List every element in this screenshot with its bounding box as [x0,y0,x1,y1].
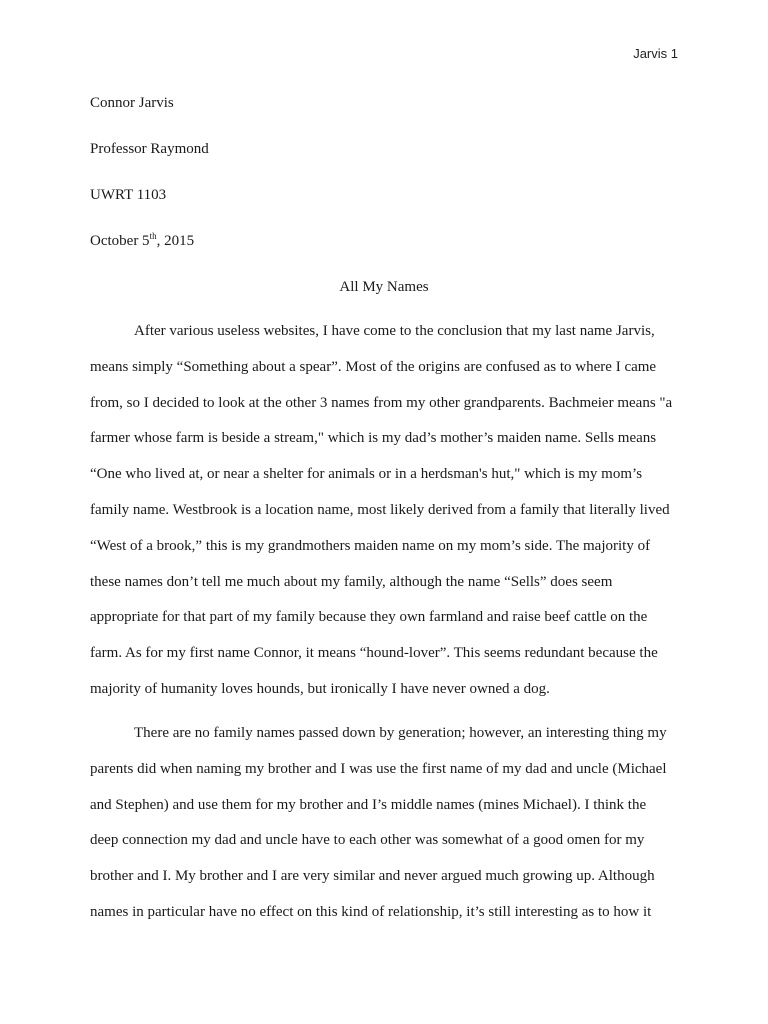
paragraph-line: means simply “Something about a spear”. Most of the origins are confused as to where I came [90,358,657,375]
paragraph-line: names in particular have no effect on this kind of relationship, it’s still interesting as to how it [90,903,652,920]
paragraph-line: majority of humanity loves hounds, but ironically I have never owned a dog. [90,680,550,697]
paragraph-line: farmer whose farm is beside a stream," which is my dad’s mother’s maiden name. Sells means [90,430,657,447]
paragraph-line: brother and I. My brother and I are very similar and never argued much growing up. Although [90,868,655,885]
paragraph-line: deep connection my dad and uncle have to each other was somewhat of a good omen for my [90,832,645,849]
date-superscript: th [149,231,157,241]
paragraph-line: and Stephen) and use them for my brother and I’s middle names (mines Michael). I think the [90,796,647,813]
paragraph-line: parents did when naming my brother and I was use the first name of my dad and uncle (Michael [90,760,667,777]
course-code: UWRT 1103 [90,187,167,203]
date-line [90,231,194,251]
paragraph-line: There are no family names passed down by generation; however, an interesting thing my [134,725,667,741]
paragraph-line: “One who lived at, or near a shelter for animals or in a herdsman's hut," which is my mom’s [90,466,643,483]
date-prefix: October 5 [90,233,150,249]
paragraph-line: family name. Westbrook is a location name, most likely derived from a family that literally lived [90,501,670,518]
paragraph-line: “West of a brook,” this is my grandmothers maiden name on my mom’s side. The majority of [90,537,651,554]
paragraph-2 [90,716,678,931]
running-head: Jarvis 1 [633,46,678,61]
author-name: Connor Jarvis [90,95,174,111]
professor-name: Professor Raymond [90,141,209,157]
date-suffix: , 2015 [156,233,195,249]
paragraph-line: farm. As for my first name Connor, it means “hound-lover”. This seems redundant because the [90,645,658,662]
paragraph-line: these names don’t tell me much about my family, although the name “Sells” does seem [90,573,613,590]
paragraph-line: After various useless websites, I have come to the conclusion that my last name Jarvis, [134,323,655,339]
paragraph-1 [90,314,678,708]
paragraph-line: appropriate for that part of my family because they own farmland and raise beef cattle on the [90,609,648,626]
essay-title: All My Names [339,279,429,295]
paragraph-line: from, so I decided to look at the other 3 names from my other grandparents. Bachmeier means "a [90,394,673,411]
